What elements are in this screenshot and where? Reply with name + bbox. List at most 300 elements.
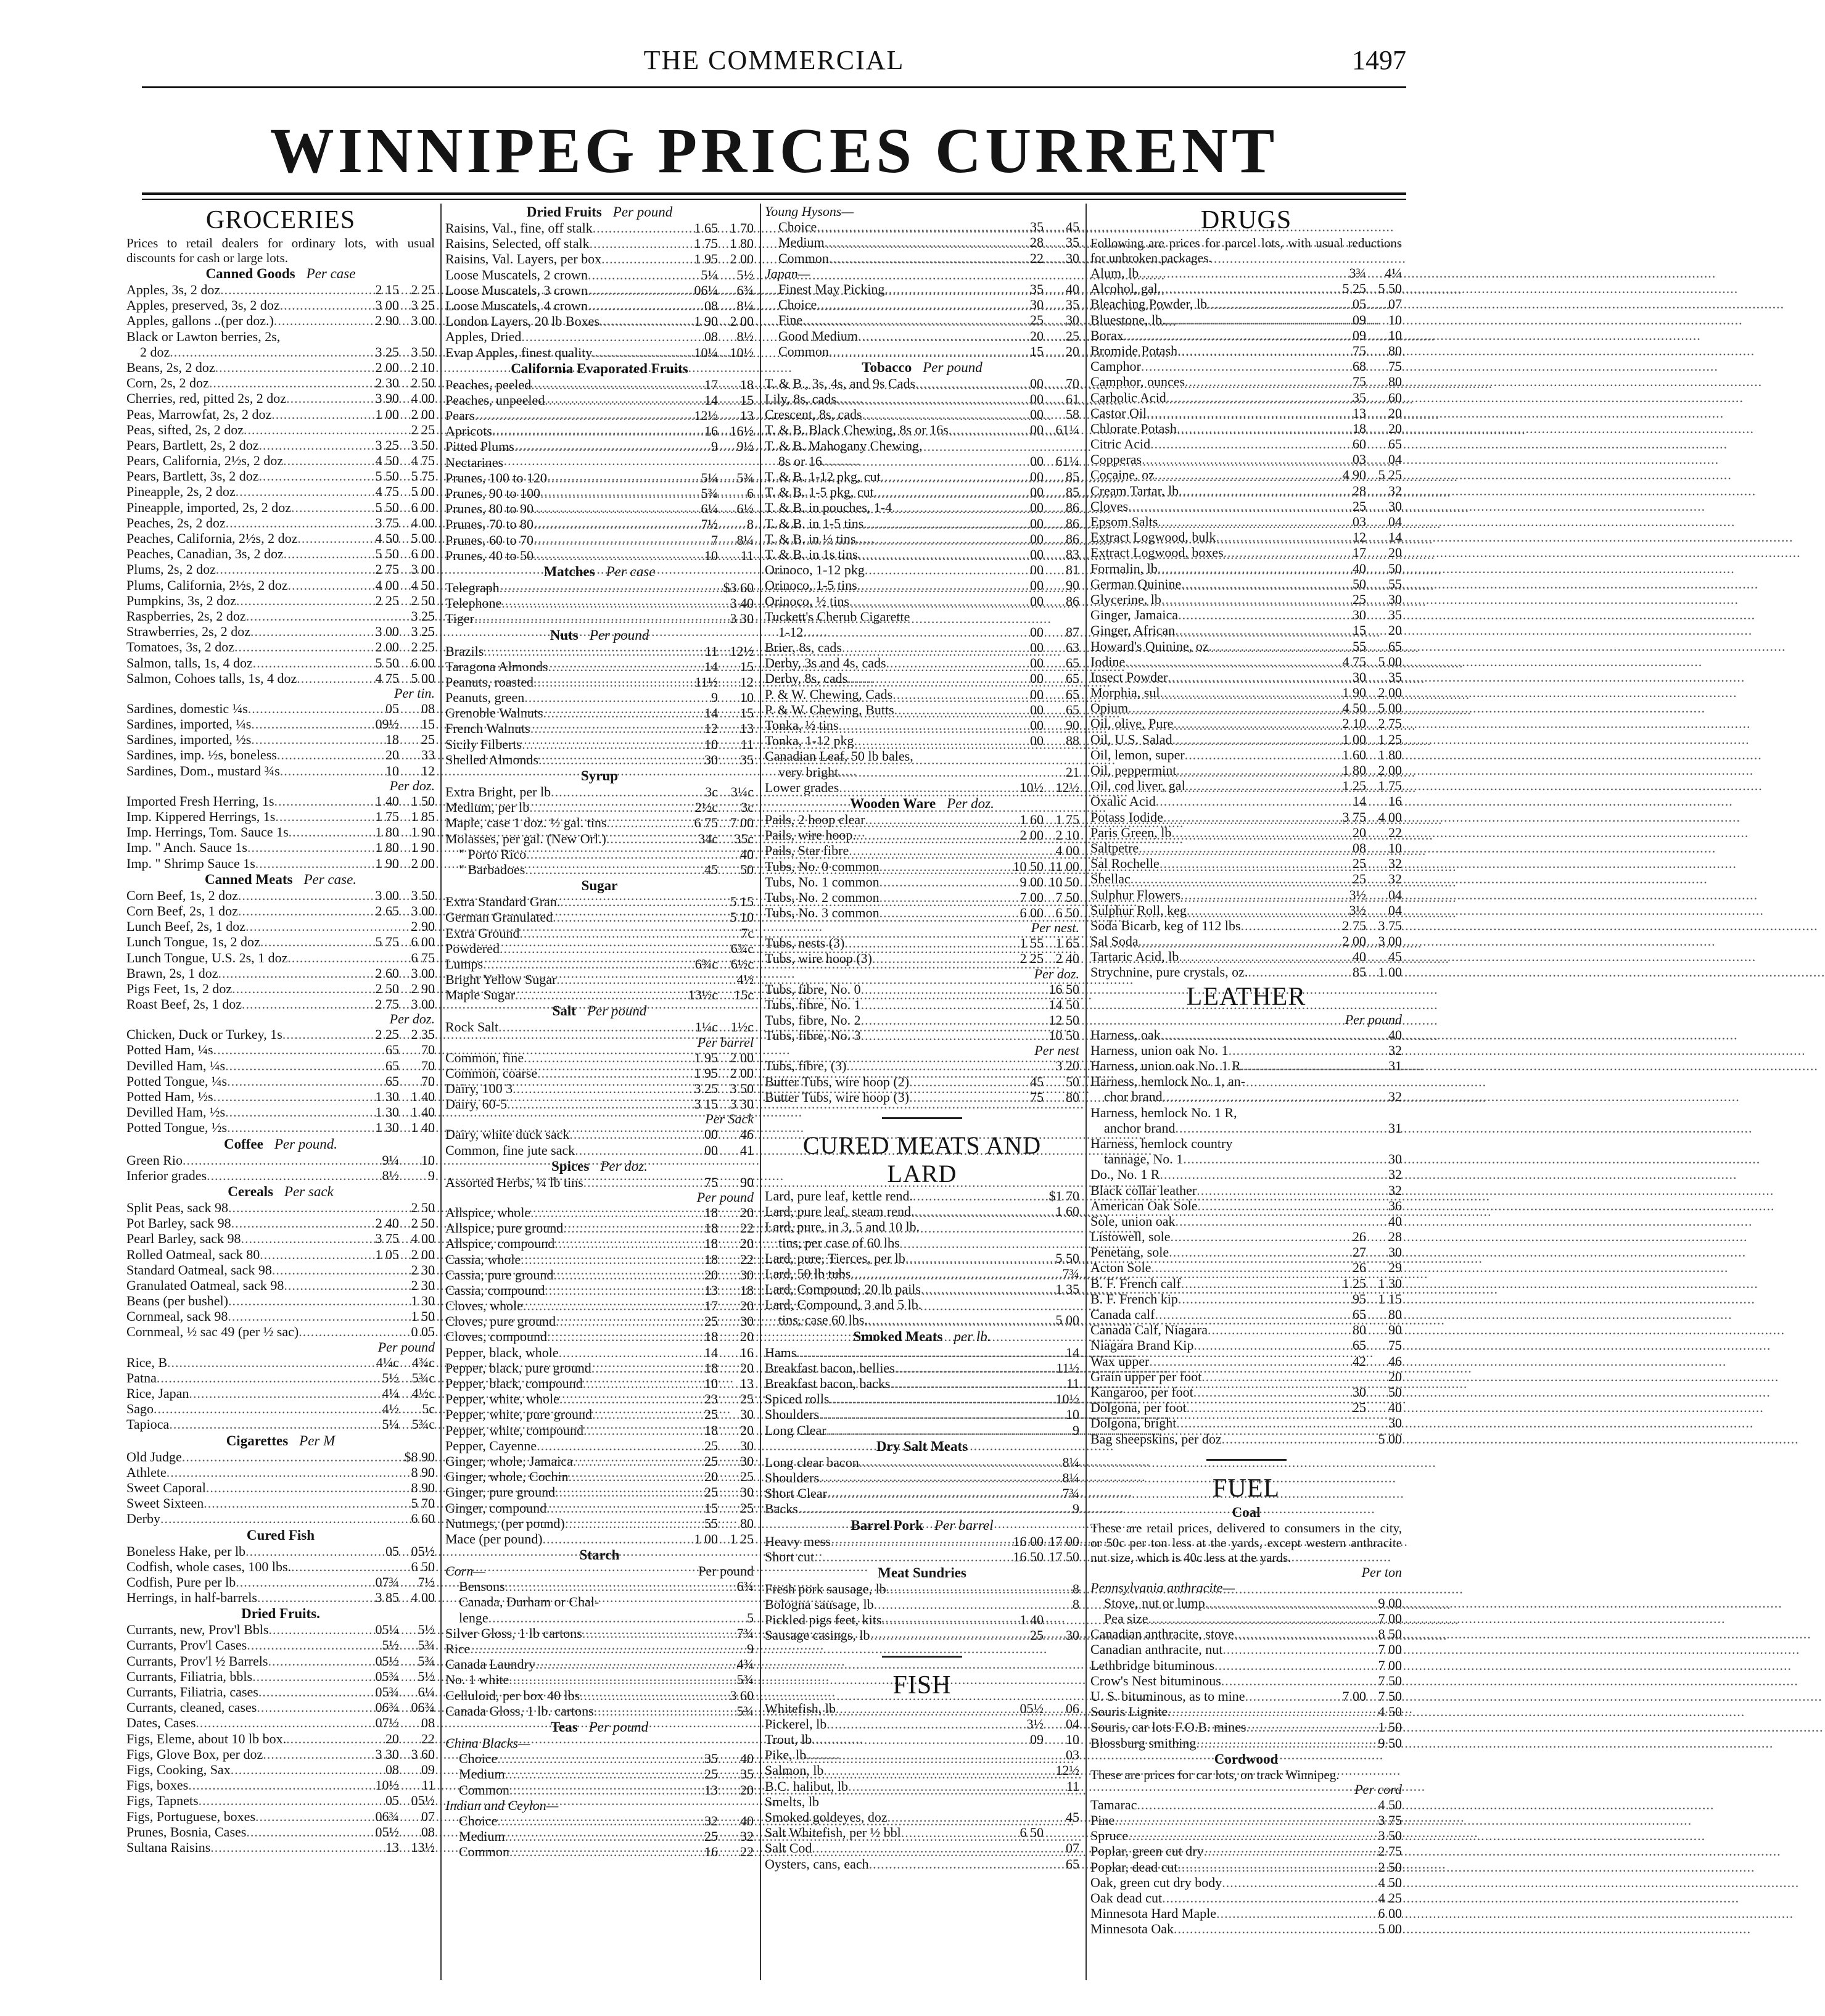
leader-dots: [857, 577, 1008, 593]
price-low: 2 00: [375, 639, 399, 655]
price-high: 25: [421, 732, 435, 748]
price-low: 75: [704, 1174, 718, 1190]
price-low: 08: [1353, 840, 1366, 856]
leader-dots: [1163, 809, 1330, 825]
price-row: [126, 1386, 435, 1401]
price-row: [126, 500, 435, 515]
price-low: 9: [711, 439, 718, 455]
subsection-title: Cereals: [228, 1183, 273, 1199]
price-low: 18: [704, 1360, 718, 1376]
price-high: 5 00: [1378, 653, 1402, 669]
price-row: [1090, 1906, 1402, 1921]
leader-dots: [836, 391, 1008, 407]
leader-dots: [1114, 1812, 1330, 1828]
item-name: Sago: [126, 1401, 154, 1417]
price-row: [1090, 732, 1402, 747]
leader-dots: [838, 764, 1008, 780]
leader-dots: [1234, 1626, 1330, 1642]
price-low: 4¼c: [376, 1354, 399, 1370]
price-high: 1 30: [1378, 1275, 1402, 1291]
leader-dots: [844, 935, 1008, 951]
price-high: 18: [740, 1282, 754, 1298]
item-name: Strychnine, pure crystals, oz.: [1090, 964, 1248, 980]
price-row: [445, 1407, 754, 1422]
price-low: 20: [1353, 824, 1366, 840]
item-name: Carbolic Acid: [1090, 389, 1166, 405]
price-row: [445, 925, 754, 941]
price-high: 7 00: [1378, 1657, 1402, 1673]
item-name: Boneless Hake, per lb: [126, 1543, 246, 1559]
price-row: [765, 1219, 1079, 1234]
item-name: Cassia, whole: [445, 1251, 521, 1267]
price-high: 80: [740, 1515, 754, 1531]
price-row: [765, 1204, 1079, 1219]
item-name: Nutmegs, (per pound): [445, 1515, 565, 1531]
item-name: Sardines, imported, ½s: [126, 732, 252, 748]
leader-dots: [1193, 1337, 1330, 1353]
price-high: 22: [1388, 824, 1402, 840]
item-name: Bologna sausage, lb: [765, 1597, 874, 1613]
price-row: [126, 1104, 435, 1120]
price-low: 15: [1353, 622, 1366, 638]
leader-dots: [573, 1453, 682, 1469]
price-low: 40: [1353, 560, 1366, 576]
price-low: 2 25: [1020, 951, 1044, 967]
price-row: [445, 1751, 754, 1766]
price-high: 46: [1388, 1353, 1402, 1369]
leader-dots: [213, 1042, 363, 1057]
price-high: 36: [1388, 1197, 1402, 1213]
price-high: 5½: [418, 1668, 435, 1684]
item-name: Canadian anthracite, stove: [1090, 1626, 1234, 1642]
unit-label: Per M: [299, 1432, 336, 1448]
price-row: [1090, 1735, 1402, 1751]
item-name: Nectarines: [445, 454, 504, 470]
price-low: 14: [704, 392, 718, 408]
price-row: [765, 204, 1079, 219]
price-high: 31: [1388, 1120, 1402, 1136]
leader-dots: [257, 1590, 363, 1605]
item-name: T. & B. Mahogany Chewing,: [765, 437, 923, 453]
leader-dots: [590, 236, 682, 251]
item-name: Tuckett's Cherub Cigarette: [765, 608, 910, 624]
leader-dots: [170, 344, 363, 360]
leader-dots: [548, 659, 682, 674]
leader-dots: [291, 500, 363, 515]
price-row: [1090, 1921, 1402, 1936]
price-high: 81: [1066, 562, 1079, 578]
price-high: 28: [1388, 1229, 1402, 1245]
unit-label: Per sack: [284, 1183, 334, 1199]
leader-dots: [183, 1152, 363, 1168]
leader-dots: [231, 1762, 363, 1777]
price-low: 18: [704, 1251, 718, 1267]
item-name: tins, per case of 60 lbs: [778, 1234, 900, 1250]
item-name: Cloves: [1090, 498, 1129, 514]
leader-dots: [546, 1500, 682, 1516]
unit-label: Per ton: [1361, 1564, 1402, 1580]
price-high: 4 00: [411, 514, 435, 531]
subsection-title: Canned Meats: [204, 871, 293, 887]
leader-dots: [826, 1423, 1008, 1438]
price-high: 20: [1388, 1368, 1402, 1384]
leader-dots: [582, 1626, 682, 1641]
price-low: 68: [1353, 358, 1366, 374]
price-row: [1090, 592, 1402, 607]
price-low: 12: [704, 721, 718, 737]
item-name: Peanuts, roasted: [445, 674, 533, 690]
item-name: chor brand: [1104, 1089, 1163, 1105]
leader-dots: [297, 671, 363, 686]
price-row: [126, 888, 435, 903]
leader-dots: [188, 1777, 363, 1793]
item-name: Pot Barley, sack 98: [126, 1215, 231, 1231]
leader-dots: [881, 469, 1008, 484]
price-high: 07: [421, 1808, 435, 1824]
price-high: 11 00: [1049, 858, 1079, 874]
item-name: Shoulders: [765, 1469, 819, 1485]
price-low: 00: [1030, 655, 1044, 671]
price-high: 2 00: [730, 1065, 754, 1081]
price-row: [445, 485, 754, 501]
price-low: 09: [1353, 327, 1366, 343]
leader-dots: [1139, 265, 1330, 281]
unit-label: Per cord: [1354, 1781, 1402, 1797]
headline-rule-thick: [142, 192, 1406, 195]
price-low: 14: [704, 1344, 718, 1360]
leader-dots: [529, 799, 682, 815]
item-name: Medium: [778, 234, 825, 250]
item-name: Brazils: [445, 643, 484, 659]
price-high: 15: [740, 705, 754, 721]
price-high: 70: [421, 1042, 435, 1058]
item-name: anchor brand: [1104, 1120, 1176, 1136]
price-row: [126, 1793, 435, 1808]
price-row: [765, 484, 1079, 500]
leader-dots: [252, 1669, 363, 1684]
price-row: [765, 422, 1079, 437]
leader-dots: [1155, 1307, 1330, 1322]
leader-dots: [525, 862, 682, 877]
price-low: 00: [1030, 407, 1044, 423]
price-low: 06¾: [375, 1700, 399, 1716]
price-row: [1090, 265, 1402, 281]
price-row: [765, 1627, 1079, 1643]
item-name: Dolgona, bright: [1090, 1415, 1177, 1431]
leader-dots: [470, 1641, 682, 1656]
price-row: [126, 1168, 435, 1183]
price-row: [445, 659, 754, 674]
item-name: Prunes, Bosnia, Cases: [126, 1824, 247, 1840]
price-high: 30: [740, 1453, 754, 1469]
price-row: [1090, 529, 1402, 545]
leader-dots: [601, 251, 682, 266]
price-low: 7½: [701, 516, 718, 532]
price-high: 2 50: [411, 375, 435, 391]
price-row: [445, 392, 754, 408]
price-row: [445, 1453, 754, 1469]
leader-dots: [280, 763, 363, 779]
price-row: [126, 1669, 435, 1684]
price-row: [126, 1731, 435, 1746]
leader-dots: [1172, 732, 1330, 747]
item-name: Extra Standard Gran.: [445, 894, 561, 910]
unit-label: Per case.: [303, 871, 357, 887]
leader-dots: [535, 1656, 682, 1672]
item-name: Alcohol, gal.: [1090, 281, 1161, 297]
price-high: 50: [1066, 1073, 1079, 1089]
price-low: 00: [1030, 640, 1044, 656]
price-high: 2 50: [411, 592, 435, 608]
price-row: [1090, 809, 1402, 825]
item-name: Sausage casings, lb: [765, 1627, 870, 1643]
price-high: 3 00: [411, 965, 435, 981]
price-column-1: [126, 204, 435, 1993]
price-low: 15: [1030, 343, 1044, 359]
price-row: [1090, 871, 1402, 886]
price-high: 7½: [418, 1574, 435, 1590]
price-row: [1090, 669, 1402, 685]
unit-label: Per nest: [1034, 1043, 1079, 1059]
item-name: Pears, Bartlett, 3s, 2 doz: [126, 468, 259, 484]
price-row: [445, 1798, 754, 1813]
price-row: [445, 1175, 754, 1190]
price-low: 1 25: [1342, 1275, 1366, 1291]
price-row: [445, 1500, 754, 1516]
price-high: 5 00: [411, 670, 435, 686]
leader-dots: [297, 531, 363, 546]
item-name: Sardines, imp. ½s, boneless: [126, 747, 277, 763]
price-low: 1 30: [375, 1089, 399, 1104]
item-name: Grenoble Walnuts: [445, 705, 543, 721]
leader-dots: [1161, 592, 1330, 607]
price-row: [126, 1480, 435, 1495]
price-row: [1090, 685, 1402, 700]
price-high: 3 40: [730, 595, 754, 611]
price-high: 65: [1388, 436, 1402, 452]
leader-dots: [583, 1423, 682, 1438]
leader-dots: [583, 1175, 682, 1190]
price-row: [126, 809, 435, 824]
leader-dots: [475, 408, 682, 423]
item-name: Peaches, peeled: [445, 376, 532, 392]
leader-dots: [483, 956, 682, 972]
item-name: Pineapple, 2s, 2 doz: [126, 484, 236, 500]
price-low: 65: [385, 1042, 399, 1058]
price-row: [1090, 933, 1402, 949]
item-name: Canada Laundry: [445, 1656, 535, 1672]
price-low: 2 75: [1342, 917, 1366, 933]
item-name: Short cut: [765, 1548, 815, 1564]
price-high: 5¾c: [411, 1369, 435, 1386]
price-row: [1090, 1704, 1402, 1719]
leader-dots: [901, 1825, 1008, 1840]
price-high: 1 40: [411, 1104, 435, 1120]
price-low: 15: [704, 1500, 718, 1516]
price-row: [765, 1747, 1079, 1762]
price-row: [126, 546, 435, 561]
subsection-title: Meat Sundries: [878, 1564, 966, 1580]
leader-dots: [283, 453, 363, 468]
price-column-4: [1090, 204, 1402, 1993]
price-row: [126, 1684, 435, 1700]
price-high: 1 25: [1378, 731, 1402, 747]
price-high: 5 75: [411, 468, 435, 484]
price-row: [445, 1516, 754, 1531]
item-name: Lunch Tongue, U.S. 2s, 1 doz: [126, 949, 288, 965]
subsection-title: Spices: [551, 1158, 590, 1174]
price-row: [126, 903, 435, 919]
price-high: 2 10: [1055, 827, 1079, 843]
price-low: 65: [1353, 1337, 1366, 1353]
price-row: [1090, 887, 1402, 903]
item-name: Opium: [1090, 700, 1129, 716]
price-row: [1090, 949, 1402, 964]
leader-dots: [814, 1549, 1008, 1564]
price-low: 05½: [375, 1653, 399, 1669]
price-low: 18: [385, 732, 399, 748]
price-high: 1 40: [411, 1120, 435, 1136]
price-low: 35: [1353, 389, 1366, 405]
price-high: 10: [740, 690, 754, 706]
item-name: Dairy, 100 3: [445, 1081, 513, 1096]
leader-dots: [1174, 1921, 1330, 1936]
price-row: [1090, 1719, 1402, 1735]
leader-dots: [580, 1688, 682, 1703]
price-row: [765, 859, 1079, 874]
item-name: P. & W. Chewing, Cads: [765, 686, 893, 702]
item-name: Cloves, compound: [445, 1329, 547, 1345]
price-low: 1 25: [1342, 778, 1366, 794]
page-headline: WINNIPEG PRICES CURRENT: [270, 115, 1279, 186]
subsection-heading: [126, 1527, 435, 1543]
leader-dots: [288, 577, 363, 593]
price-high: 1 65: [1055, 935, 1079, 951]
unit-label: Per barrel: [934, 1517, 994, 1533]
leader-dots: [1173, 716, 1330, 731]
subsection-heading: [445, 1158, 754, 1175]
item-name: Choice: [778, 297, 817, 313]
price-row: [126, 1559, 435, 1574]
price-low: 30: [1353, 607, 1366, 623]
price-high: 88: [1066, 733, 1079, 749]
price-low: 00: [1030, 671, 1044, 687]
price-high: 32: [1388, 1042, 1402, 1058]
price-high: 2 25: [411, 282, 435, 297]
section-heading: FUEL: [1213, 1474, 1280, 1503]
price-row: [1090, 452, 1402, 467]
leader-dots: [888, 1809, 1008, 1825]
price-row: [765, 1312, 1079, 1328]
leader-dots: [1141, 358, 1330, 374]
price-high: 1 60: [1055, 1204, 1079, 1220]
price-row: [765, 1407, 1079, 1422]
price-row: [1090, 762, 1402, 778]
leader-dots: [284, 1278, 363, 1293]
price-row: [126, 747, 435, 762]
item-name: Pepper, white, pure ground: [445, 1407, 593, 1423]
price-high: 6¾: [736, 1579, 754, 1595]
price-high: 5½: [418, 1622, 435, 1638]
price-low: 7 00: [1020, 889, 1044, 905]
price-row: [1090, 1136, 1402, 1151]
price-row: [1090, 545, 1402, 560]
price-row: [1090, 312, 1402, 328]
leader-dots: [1214, 1658, 1330, 1673]
item-name: Salt Whitefish, per ½ bbl: [765, 1825, 901, 1841]
leader-dots: [851, 1266, 1008, 1281]
price-low: 35: [704, 1751, 718, 1767]
item-name: Whitefish, lb: [765, 1700, 836, 1716]
item-name: Paris Green, lb: [1090, 824, 1172, 840]
item-name: Harness, union oak No. 1 R: [1090, 1058, 1241, 1073]
subsection-title: Dry Salt Meats: [876, 1438, 968, 1454]
price-row: [126, 1809, 435, 1824]
leader-dots: [182, 1449, 363, 1464]
leader-dots: [238, 888, 363, 903]
unit-label: Per doz.: [947, 795, 994, 811]
leader-dots: [862, 407, 1008, 422]
leader-dots: [1142, 452, 1330, 467]
price-high: 60: [1388, 389, 1402, 405]
price-high: 9: [428, 1167, 435, 1183]
price-high: 20: [1388, 622, 1402, 638]
price-high: 80: [1388, 1307, 1402, 1322]
price-high: 9½: [736, 439, 754, 455]
price-high: 4 00: [411, 1590, 435, 1606]
price-row: [445, 1096, 754, 1112]
item-name: Extract Logwood, boxes: [1090, 545, 1224, 561]
price-high: 22: [740, 1220, 754, 1236]
leader-dots: [1201, 1369, 1330, 1384]
leader-dots: [803, 624, 1008, 640]
item-name: Epsom Salts: [1090, 514, 1158, 529]
leader-dots: [588, 283, 682, 298]
price-row: [126, 561, 435, 577]
price-low: 13: [385, 1839, 399, 1855]
price-low: 18: [704, 1220, 718, 1236]
item-name: Ginger, whole, Jamaica: [445, 1453, 573, 1469]
item-name: T. & B. in ½ tins: [765, 531, 856, 547]
price-row: [126, 1231, 435, 1246]
price-high: 4¼: [1385, 265, 1402, 281]
price-row: [126, 1042, 435, 1057]
price-low: 3 90: [375, 390, 399, 407]
price-high: 1 35: [1055, 1281, 1079, 1297]
item-name: Common: [459, 1844, 509, 1860]
leader-dots: [255, 1809, 363, 1824]
price-row: [445, 815, 754, 830]
price-row: [445, 377, 754, 392]
leader-dots: [802, 312, 1008, 328]
leader-dots: [218, 965, 363, 981]
leader-dots: [533, 501, 682, 516]
price-low: 1 90: [1342, 685, 1366, 701]
price-high: 5¾: [418, 1637, 435, 1653]
item-name: Sardines, imported, ¼s: [126, 716, 252, 732]
price-low: 09: [1353, 312, 1366, 328]
price-low: 3½: [1349, 902, 1366, 918]
item-name: Raisins, Val. Layers, per box: [445, 251, 602, 267]
leader-dots: [894, 702, 1008, 717]
leader-dots: [530, 721, 682, 736]
price-row: [765, 1235, 1079, 1250]
item-name: Peanuts, green: [445, 690, 525, 706]
item-name: Pears: [445, 408, 475, 424]
item-name: Sulphur Roll, keg: [1090, 902, 1187, 918]
leader-dots: [514, 439, 682, 454]
price-high: 11½: [1056, 1360, 1079, 1376]
